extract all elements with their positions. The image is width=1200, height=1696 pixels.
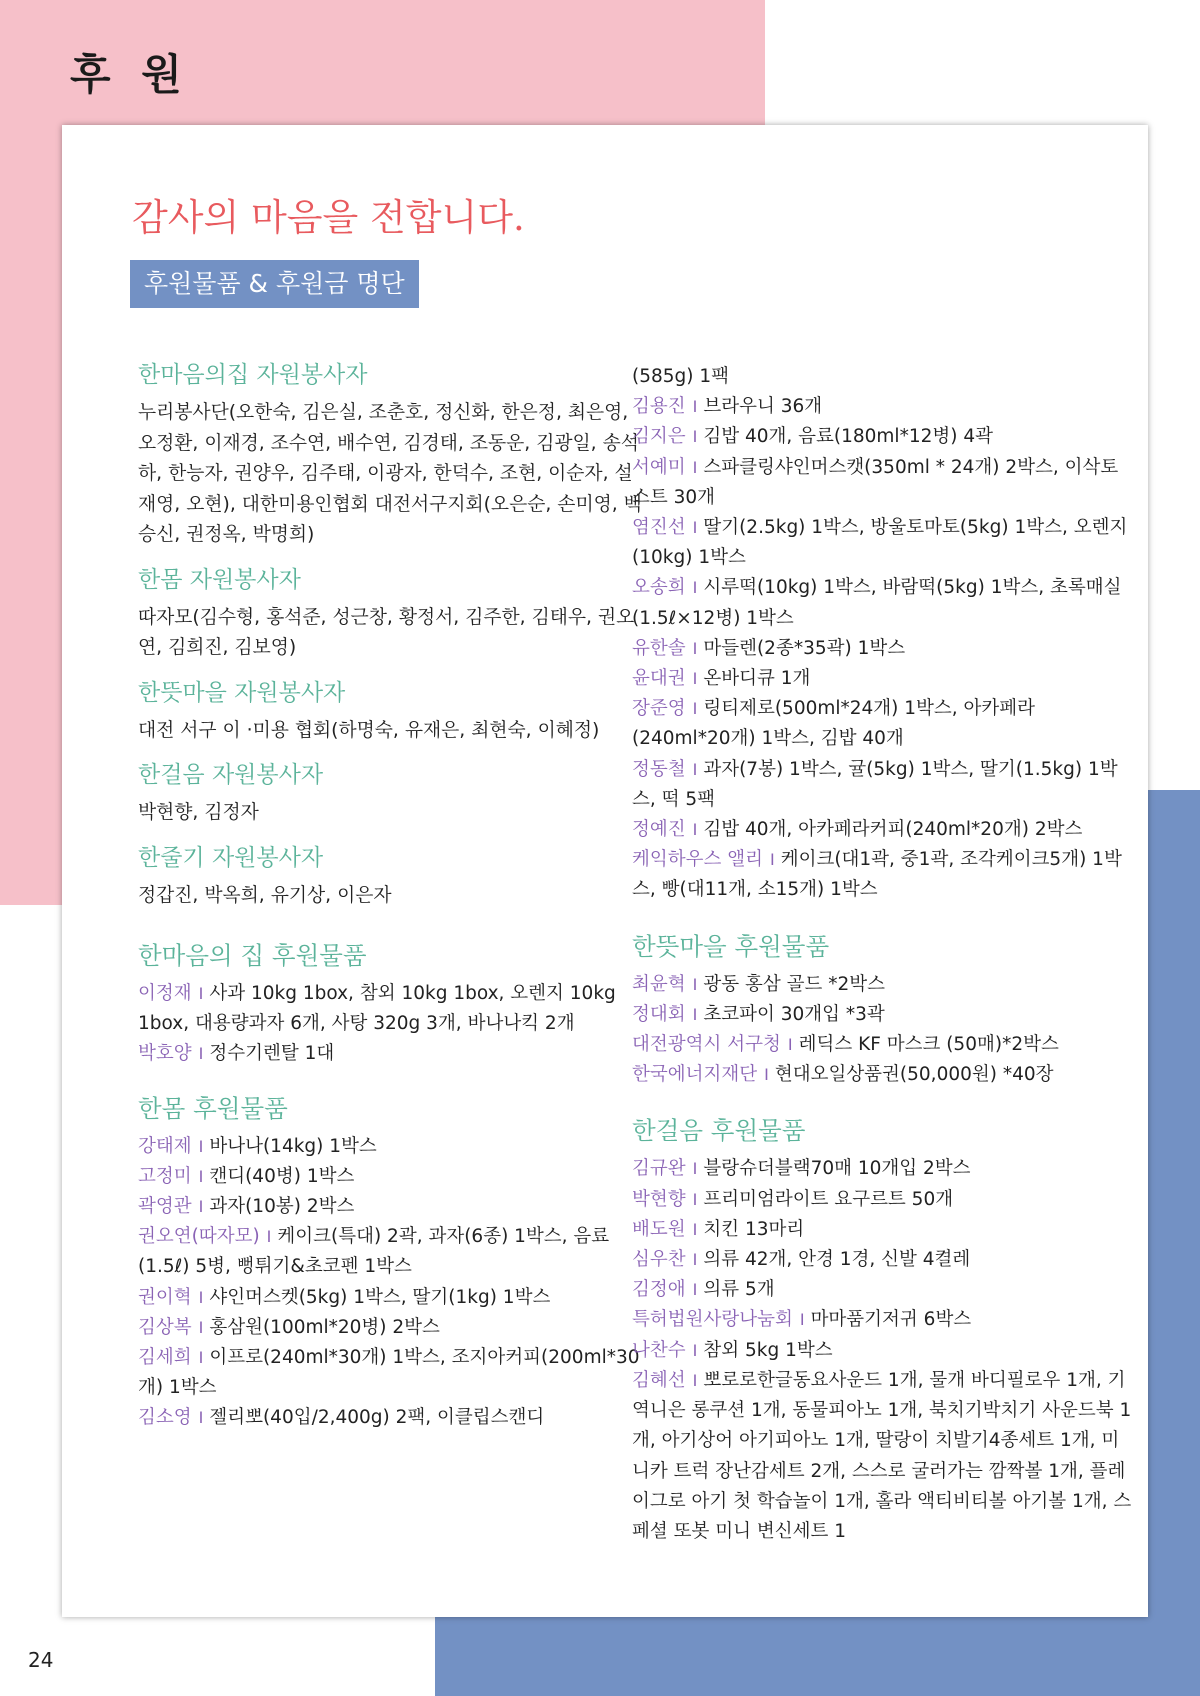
- donated-items: 샤인머스켓(5kg) 1박스, 딸기(1kg) 1박스: [209, 1286, 551, 1308]
- donor-name: 곽영관: [138, 1196, 192, 1218]
- volunteer-group: [138, 678, 648, 747]
- donated-items: 브라우니 36개: [703, 396, 823, 418]
- donated-items: 이프로(240ml*30개) 1박스, 조지아커피(200ml*30개) 1박스: [138, 1347, 640, 1399]
- donated-items: 레딕스 KF 마스크 (50매)*2박스: [798, 1034, 1059, 1056]
- donor-entry: [632, 845, 1132, 905]
- donor-name: 오송희: [632, 577, 686, 599]
- donor-name: 염진선: [632, 517, 686, 539]
- donated-items: 광동 홍삼 골드 *2박스: [703, 973, 885, 995]
- section-title: 후 원: [70, 50, 190, 99]
- donor-name: 김세희: [138, 1347, 192, 1369]
- donation-group: [632, 1116, 1132, 1547]
- donor-entry: [138, 1039, 648, 1069]
- donor-entry: [632, 1215, 1132, 1245]
- donor-name: 김정애: [632, 1279, 686, 1301]
- donor-name: 서예미: [632, 456, 686, 478]
- donor-entry: [632, 422, 1132, 452]
- separator: I: [692, 427, 698, 447]
- donated-items: 초코파이 30개입 *3곽: [703, 1003, 885, 1025]
- donor-name: 김혜선: [632, 1369, 686, 1391]
- donor-name: 박호양: [138, 1043, 192, 1065]
- entry-list: [138, 1132, 648, 1434]
- donor-entry: [632, 694, 1132, 754]
- donated-items: 스파클링샤인머스캣(350ml * 24개) 2박스, 이삭토스트 30개: [632, 456, 1119, 508]
- donated-items: 의류 42개, 안경 1경, 신발 4켤레: [703, 1249, 971, 1271]
- left-column: [138, 360, 648, 1434]
- separator: I: [198, 1348, 204, 1368]
- donor-name: 김규완: [632, 1158, 686, 1180]
- separator: I: [692, 699, 698, 719]
- donor-entry: [632, 1245, 1132, 1275]
- donated-items: 블랑슈더블랙70매 10개입 2박스: [703, 1158, 971, 1180]
- donor-name: 유한솔: [632, 637, 686, 659]
- separator: I: [799, 1310, 805, 1330]
- donated-items: 바나나(14kg) 1박스: [209, 1135, 377, 1157]
- entry-list: [632, 1154, 1132, 1547]
- donor-entry: [138, 1162, 648, 1192]
- group-title: 한몸 자원봉사자: [138, 566, 301, 593]
- separator: I: [198, 1136, 204, 1156]
- separator: I: [692, 1159, 698, 1179]
- group-title: 한줄기 자원봉사자: [138, 844, 324, 871]
- donor-entry: [632, 970, 1132, 1000]
- donor-entry: [632, 1336, 1132, 1366]
- separator: I: [692, 1219, 698, 1239]
- separator: I: [692, 397, 698, 417]
- donated-items: 마들렌(2종*35곽) 1박스: [703, 637, 906, 659]
- group-title: 한몸 후원물품: [138, 1093, 288, 1123]
- donor-name: 고정미: [138, 1165, 192, 1187]
- donor-entry: [632, 1154, 1132, 1184]
- donor-name: 정예진: [632, 819, 686, 841]
- separator: I: [692, 1370, 698, 1390]
- donor-name: 권오연(따자모): [138, 1226, 260, 1248]
- separator: I: [198, 1166, 204, 1186]
- donor-entry: [632, 573, 1132, 633]
- right-column: [632, 362, 1132, 1547]
- donor-name: 장준영: [632, 698, 686, 720]
- donor-entry: [632, 392, 1132, 422]
- donated-items: 과자(10봉) 2박스: [209, 1196, 355, 1218]
- donor-entry: [632, 1030, 1132, 1060]
- separator: I: [692, 1280, 698, 1300]
- donor-name: 심우찬: [632, 1249, 686, 1271]
- group-names: 정갑진, 박옥희, 유기상, 이은자: [138, 884, 392, 906]
- separator: I: [692, 820, 698, 840]
- donated-items: 참외 5kg 1박스: [703, 1339, 833, 1361]
- donor-entry: [138, 1313, 648, 1343]
- donated-items: 정수기렌탈 1대: [209, 1043, 335, 1065]
- donor-entry: [632, 1000, 1132, 1030]
- separator: I: [692, 1004, 698, 1024]
- separator: I: [692, 974, 698, 994]
- separator: I: [198, 1317, 204, 1337]
- group-title: 한마음의집 자원봉사자: [138, 362, 368, 388]
- donor-entry: [632, 1275, 1132, 1305]
- separator: I: [198, 984, 204, 1003]
- entry-list: [138, 979, 648, 1070]
- donor-entry: [632, 755, 1132, 815]
- group-title: 한뜻마을 후원물품: [632, 931, 830, 961]
- donor-entry: [138, 1192, 648, 1222]
- separator: I: [692, 1189, 698, 1209]
- donated-items: 과자(7봉) 1박스, 귤(5kg) 1박스, 딸기(1.5kg) 1박스, 떡 5팩: [632, 758, 1118, 810]
- donor-name: 나찬수: [632, 1339, 686, 1361]
- separator: I: [198, 1044, 204, 1064]
- donor-name: 윤대권: [632, 668, 686, 690]
- entry-list: [632, 392, 1132, 905]
- donor-entry: [632, 513, 1132, 573]
- separator: I: [692, 1250, 698, 1270]
- donated-items: 현대오일상품권(50,000원) *40장: [774, 1064, 1054, 1086]
- volunteer-group: [138, 843, 648, 912]
- donor-entry: [138, 1403, 648, 1433]
- donation-group: [138, 1094, 648, 1434]
- donated-items: 뽀로로한글동요사운드 1개, 물개 바디필로우 1개, 기역니은 롱쿠션 1개, 동물피아노 1개, 북치기박치기 사운드북 1개, 아기상어 아기피아노 1개, 딸랑이 치발기4종세트 1개, 미니카 트럭 장난감세트 2개, 스스로 굴러가는 깜짝볼 1개, 플레이그로 아기 첫 학습놀이 1개, 홀라 액티비티볼 아기볼 1개, 스페셜 또봇 미니 변신세트 1: [632, 1369, 1132, 1542]
- separator: I: [692, 669, 698, 689]
- entry-list: [632, 970, 1132, 1091]
- donated-items: 김밥 40개, 음료(180ml*12병) 4곽: [703, 426, 993, 448]
- donor-entry: [632, 634, 1132, 664]
- donor-entry: [632, 1305, 1132, 1335]
- donated-items: 딸기(2.5kg) 1박스, 방울토마토(5kg) 1박스, 오렌지(10kg) 1박스: [632, 517, 1128, 569]
- donated-items: 젤리뽀(40입/2,400g) 2팩, 이클립스캔디: [209, 1407, 545, 1429]
- donor-name: 박현향: [632, 1188, 686, 1210]
- donor-name: 한국에너지재단: [632, 1064, 758, 1086]
- donor-name: 이정재: [138, 983, 192, 1004]
- separator: I: [198, 1287, 204, 1307]
- donor-entry: [632, 1366, 1132, 1547]
- donated-items: 의류 5개: [703, 1279, 775, 1301]
- donor-name: 김용진: [632, 396, 686, 418]
- donated-items: 링티제로(500ml*24개) 1박스, 아카페라(240ml*20개) 1박스, 김밥 40개: [632, 698, 1036, 750]
- donated-items: 케이크(특대) 2곽, 과자(6종) 1박스, 음료(1.5ℓ) 5병, 뻥튀기&초코펜 1박스: [138, 1226, 610, 1278]
- donor-entry: [138, 979, 648, 1039]
- page-number: 24: [28, 1648, 54, 1672]
- donor-name: 김지은: [632, 426, 686, 448]
- group-title: 한걸음 자원봉사자: [138, 762, 324, 788]
- donor-name: 김소영: [138, 1407, 192, 1429]
- donor-entry: [138, 1132, 648, 1162]
- separator: I: [692, 1340, 698, 1360]
- group-title: 한걸음 후원물품: [632, 1116, 806, 1146]
- group-names: 대전 서구 이 ·미용 협회(하명숙, 유재은, 최현숙, 이혜정): [138, 719, 600, 741]
- donor-name: 김상복: [138, 1316, 192, 1338]
- donor-name: 배도원: [632, 1218, 686, 1240]
- donor-entry: [632, 815, 1132, 845]
- donated-items: 치킨 13마리: [703, 1218, 805, 1240]
- group-title: 한뜻마을 자원봉사자: [138, 679, 346, 706]
- volunteer-group: [138, 360, 648, 551]
- donated-items: 캔디(40병) 1박스: [209, 1165, 355, 1187]
- donor-entry: [632, 453, 1132, 513]
- volunteer-group: [138, 565, 648, 664]
- donor-name: 정대회: [632, 1003, 686, 1025]
- separator: I: [692, 457, 698, 477]
- separator: I: [692, 578, 698, 598]
- separator: I: [764, 1065, 769, 1085]
- donor-name: 케익하우스 앨리: [632, 849, 763, 871]
- donor-entry: [632, 664, 1132, 694]
- donor-entry: [138, 1283, 648, 1313]
- donation-group: [138, 941, 648, 1070]
- donor-name: 강태제: [138, 1135, 192, 1157]
- donated-items: 김밥 40개, 아카페라커피(240ml*20개) 2박스: [703, 819, 1083, 841]
- donated-items: 홍삼원(100ml*20병) 2박스: [209, 1316, 440, 1338]
- donated-items: 시루떡(10kg) 1박스, 바람떡(5kg) 1박스, 초록매실(1.5ℓ×12병) 1박스: [632, 577, 1122, 629]
- headline: 감사의 마음을 전합니다.: [132, 196, 525, 239]
- content-card: [62, 125, 1148, 1617]
- group-title: 한마음의 집 후원물품: [138, 941, 367, 970]
- separator: I: [692, 759, 698, 779]
- entry-continuation: (585g) 1팩: [632, 366, 730, 387]
- donor-entry: [632, 1185, 1132, 1215]
- donor-entry: [632, 1060, 1132, 1090]
- donation-group: [632, 932, 1132, 1091]
- donor-name: 특허법원사랑나눔회: [632, 1309, 793, 1331]
- donor-name: 권이혁: [138, 1286, 192, 1308]
- separator: I: [769, 850, 775, 870]
- donated-items: 프리미엄라이트 요구르트 50개: [703, 1188, 954, 1210]
- separator: I: [787, 1035, 793, 1055]
- separator: I: [692, 638, 698, 658]
- donor-entry: [138, 1222, 648, 1282]
- donated-items: 온바디큐 1개: [703, 668, 811, 690]
- donor-name: 대전광역시 서구청: [632, 1034, 781, 1056]
- separator: I: [266, 1227, 272, 1247]
- donated-items: 사과 10kg 1box, 참외 10kg 1box, 오렌지 10kg 1box, 대용량과자 6개, 사탕 320g 3개, 바나나킥 2개: [138, 983, 616, 1035]
- group-names: 박현향, 김정자: [138, 802, 259, 823]
- group-names: 누리봉사단(오한숙, 김은실, 조춘호, 정신화, 한은정, 최은영, 오정환, 이재경, 조수연, 배수연, 김경태, 조동운, 김광일, 송석하, 한능자, 권양우, 김주태, 이광자, 한덕수, 조현, 이순자, 설재영, 오현), 대한미용인협회 대전서구지회(오은순, 손미영, 백승신, 권정옥, 박명희): [138, 402, 642, 545]
- separator: I: [198, 1408, 204, 1428]
- donor-name: 최윤혁: [632, 973, 686, 995]
- donor-name: 정동철: [632, 758, 686, 780]
- donor-entry: [138, 1343, 648, 1403]
- donated-items: 마마품기저귀 6박스: [810, 1309, 972, 1331]
- list-banner: 후원물품 & 후원금 명단: [130, 260, 419, 308]
- separator: I: [692, 518, 698, 538]
- donated-items: 케이크(대1곽, 중1곽, 조각케이크5개) 1박스, 빵(대11개, 소15개) 1박스: [632, 849, 1122, 901]
- volunteer-group: [138, 760, 648, 829]
- group-names: 따자모(김수형, 홍석준, 성근창, 황정서, 김주한, 김태우, 권오연, 김희진, 김보영): [138, 606, 635, 658]
- separator: I: [198, 1197, 204, 1217]
